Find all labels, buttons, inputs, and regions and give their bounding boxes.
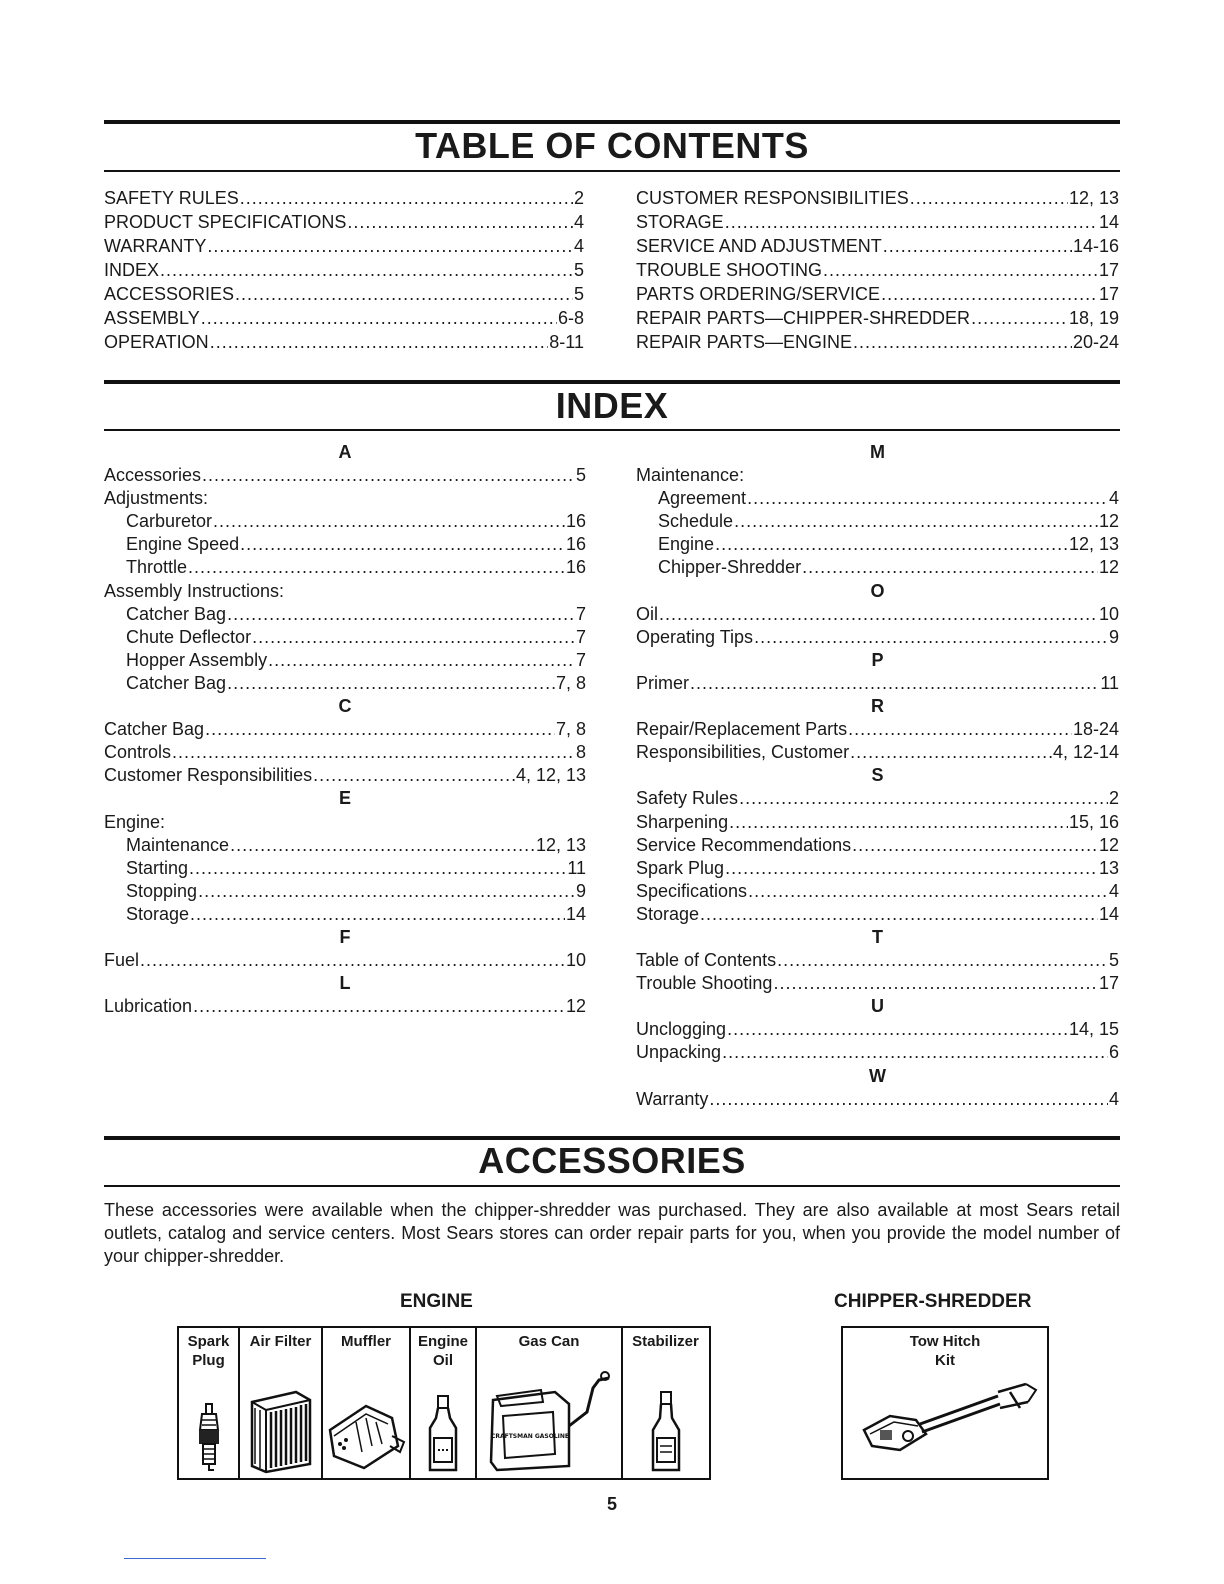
index-bottom-rule xyxy=(104,429,1120,431)
spark-plug-cell xyxy=(179,1328,240,1478)
leader-dots xyxy=(193,995,565,1018)
leader-dots xyxy=(850,741,1052,764)
page-ref: 12, 13 xyxy=(1068,188,1119,208)
letter-label: M xyxy=(870,442,885,462)
page-ref: 17 xyxy=(1098,284,1119,304)
page-ref: 16 xyxy=(565,534,586,555)
leader-dots xyxy=(777,949,1108,972)
engine-oil-cell xyxy=(411,1328,477,1478)
page-ref: 5 xyxy=(573,260,584,280)
leader-dots xyxy=(725,210,1098,234)
spark-plug-label: Spark Plug xyxy=(187,1333,230,1369)
entry-label: Service Recommendations xyxy=(636,834,852,855)
leader-dots xyxy=(729,811,1068,834)
entry-label: PRODUCT SPECIFICATIONS xyxy=(104,212,347,232)
letter-label: P xyxy=(871,649,884,670)
page-ref: 11 xyxy=(567,857,586,878)
index-entry xyxy=(636,672,1119,695)
gas-can-icon xyxy=(483,1370,615,1474)
leader-dots xyxy=(240,186,573,210)
toc-title: TABLE OF CONTENTS xyxy=(415,125,809,166)
spark-plug-icon xyxy=(196,1402,222,1474)
leader-dots xyxy=(313,764,515,787)
page-ref: 17 xyxy=(1098,260,1119,280)
stabilizer-bottle-icon xyxy=(648,1390,684,1474)
leader-dots xyxy=(823,258,1098,282)
engine-oil-label: Engine Oil xyxy=(417,1333,468,1369)
gas-can-brand-text: CRAFTSMAN GASOLINE xyxy=(490,1433,570,1440)
entry-label: OPERATION xyxy=(104,332,209,352)
page-ref: 18-24 xyxy=(1072,719,1119,740)
entry-label: Starting xyxy=(126,857,189,878)
entry-label: Chipper-Shredder xyxy=(658,557,802,578)
page-ref: 7 xyxy=(575,649,586,670)
entry-label: Engine: xyxy=(104,811,166,832)
index-letter-heading xyxy=(636,580,1119,603)
page-ref: 9 xyxy=(1108,626,1119,647)
entry-label: Unpacking xyxy=(636,1042,722,1063)
page-ref: 14 xyxy=(1098,212,1119,232)
entry-label: Engine Speed xyxy=(126,534,240,555)
leader-dots xyxy=(235,282,573,306)
index-entry xyxy=(636,510,1119,533)
index-entry xyxy=(636,718,1119,741)
entry-label: TROUBLE SHOOTING xyxy=(636,260,823,280)
entry-label: Agreement xyxy=(658,488,747,509)
index-entry xyxy=(104,857,586,880)
entry-label: Table of Contents xyxy=(636,950,777,971)
page-ref: 4 xyxy=(573,212,584,232)
page-ref: 10 xyxy=(1098,603,1119,624)
toc-entry xyxy=(104,186,584,210)
gas-can-cell xyxy=(477,1328,623,1478)
entry-label: INDEX xyxy=(104,260,160,280)
page-ref: 4, 12, 13 xyxy=(515,765,586,786)
index-entry xyxy=(104,880,586,903)
leader-dots xyxy=(172,741,575,764)
entry-label: Repair/Replacement Parts xyxy=(636,719,848,740)
index-entry xyxy=(636,1041,1119,1064)
index-entry xyxy=(636,834,1119,857)
toc-entry xyxy=(104,306,584,330)
index-title: INDEX xyxy=(555,385,669,426)
page-ref: 7 xyxy=(575,626,586,647)
page-ref: 6-8 xyxy=(557,308,584,328)
index-entry xyxy=(104,603,586,626)
air-filter-label: Air Filter xyxy=(249,1333,312,1350)
toc-entry xyxy=(636,186,1119,210)
letter-label: F xyxy=(339,926,351,947)
toc-left-column xyxy=(104,186,584,354)
leader-dots xyxy=(190,903,565,926)
index-entry xyxy=(636,880,1119,903)
page-ref: 14 xyxy=(1098,903,1119,924)
index-entry xyxy=(636,972,1119,995)
entry-label: Chute Deflector xyxy=(126,626,252,647)
index-entry xyxy=(104,510,586,533)
leader-dots xyxy=(853,330,1072,354)
entry-label: Assembly Instructions: xyxy=(104,580,285,601)
entry-label: Spark Plug xyxy=(636,857,725,878)
letter-label: S xyxy=(871,765,884,786)
page-ref: 4 xyxy=(1108,880,1119,901)
index-entry xyxy=(104,556,586,579)
leader-dots xyxy=(268,649,575,672)
leader-dots xyxy=(213,510,565,533)
entry-label: Operating Tips xyxy=(636,626,754,647)
entry-label: CUSTOMER RESPONSIBILITIES xyxy=(636,188,909,208)
leader-dots xyxy=(659,603,1098,626)
index-letter-heading xyxy=(104,441,586,464)
index-letter-heading xyxy=(636,649,1119,672)
leader-dots xyxy=(848,718,1072,741)
letter-label: O xyxy=(870,580,885,601)
muffler-label: Muffler xyxy=(341,1333,391,1350)
entry-label: ACCESSORIES xyxy=(104,284,235,304)
entry-label: Sharpening xyxy=(636,811,729,832)
page-ref: 14-16 xyxy=(1072,236,1119,256)
toc-right-column xyxy=(636,186,1119,354)
entry-label: Carburetor xyxy=(126,511,213,532)
index-letter-heading xyxy=(104,787,586,810)
page-ref: 8-11 xyxy=(549,332,584,352)
entry-label: SERVICE AND ADJUSTMENT xyxy=(636,236,882,256)
leader-dots xyxy=(230,834,535,857)
toc-entry xyxy=(636,258,1119,282)
leader-dots xyxy=(971,306,1068,330)
entry-label: Specifications xyxy=(636,880,748,901)
index-entry xyxy=(636,556,1119,579)
index-entry xyxy=(104,487,586,510)
entry-label: Warranty xyxy=(636,1088,709,1109)
page-ref: 16 xyxy=(565,557,586,578)
index-entry xyxy=(636,1018,1119,1041)
index-letter-heading xyxy=(636,441,1119,464)
index-entry xyxy=(636,903,1119,926)
page-ref: 5 xyxy=(575,465,586,486)
entry-label: Primer xyxy=(636,672,689,693)
leader-dots xyxy=(754,626,1108,649)
index-entry xyxy=(104,995,586,1018)
index-entry xyxy=(636,626,1119,649)
toc-top-rule xyxy=(104,120,1120,124)
index-letter-heading xyxy=(104,695,586,718)
toc-entry xyxy=(104,282,584,306)
oil-bottle-icon xyxy=(426,1394,460,1474)
letter-label: W xyxy=(869,1065,886,1086)
entry-label: Customer Responsibilities xyxy=(104,765,313,786)
index-entry xyxy=(636,487,1119,510)
page-ref: 9 xyxy=(575,880,586,901)
letter-label: A xyxy=(338,442,352,462)
index-entry xyxy=(636,741,1119,764)
chipper-shredder-accessories-box xyxy=(841,1326,1049,1480)
index-entry xyxy=(104,649,586,672)
index-top-rule xyxy=(104,380,1120,384)
index-entry xyxy=(104,464,586,487)
entry-label: SAFETY RULES xyxy=(104,188,239,208)
leader-dots xyxy=(198,880,575,903)
page-ref: 6 xyxy=(1108,1042,1119,1063)
leader-dots xyxy=(715,533,1068,556)
toc-entry xyxy=(104,234,584,258)
page-ref: 12 xyxy=(565,996,586,1017)
toc-bottom-rule xyxy=(104,170,1120,172)
gas-can-label: Gas Can xyxy=(518,1333,580,1350)
leader-dots xyxy=(140,949,565,972)
index-entry xyxy=(104,834,586,857)
leader-dots xyxy=(207,234,573,258)
page-ref: 15, 16 xyxy=(1068,811,1119,832)
entry-label: Oil xyxy=(636,603,658,624)
leader-dots xyxy=(747,487,1108,510)
leader-dots xyxy=(188,556,565,579)
entry-label: Lubrication xyxy=(104,996,193,1017)
index-letter-heading xyxy=(636,764,1119,787)
index-entry xyxy=(104,741,586,764)
leader-dots xyxy=(734,510,1098,533)
toc-entry xyxy=(636,282,1119,306)
letter-label: C xyxy=(338,696,352,717)
page-ref: 17 xyxy=(1098,973,1119,994)
entry-label: STORAGE xyxy=(636,212,724,232)
toc-entry xyxy=(636,210,1119,234)
page-number: 5 xyxy=(606,1494,617,1514)
index-entry xyxy=(104,672,586,695)
toc-entry xyxy=(104,258,584,282)
accessories-intro: These accessories were available when the chipper-shredder was purchased. They are also available at most Sears retail outlets, catalog and service centers. Most Sears stores can order repair parts for you, when you provide the model number of your chipper-shredder. xyxy=(104,1200,1120,1266)
muffler-cell xyxy=(323,1328,411,1478)
index-entry xyxy=(636,1088,1119,1111)
page-ref: 12 xyxy=(1098,511,1119,532)
index-entry xyxy=(636,811,1119,834)
index-letter-heading xyxy=(636,995,1119,1018)
air-filter-icon xyxy=(246,1388,316,1474)
leader-dots xyxy=(160,258,573,282)
entry-label: Unclogging xyxy=(636,1019,727,1040)
entry-label: Schedule xyxy=(658,511,734,532)
tow-hitch-label: Tow Hitch Kit xyxy=(909,1333,981,1369)
leader-dots xyxy=(210,330,549,354)
entry-label: Controls xyxy=(104,742,172,763)
toc-entry xyxy=(104,210,584,234)
leader-dots xyxy=(202,464,575,487)
index-entry xyxy=(104,580,586,603)
entry-label: WARRANTY xyxy=(104,236,207,256)
index-letter-heading xyxy=(104,926,586,949)
letter-label: E xyxy=(338,788,351,809)
page-ref: 14, 15 xyxy=(1068,1019,1119,1040)
index-letter-heading xyxy=(104,972,586,995)
leader-dots xyxy=(727,1018,1068,1041)
tow-hitch-icon xyxy=(850,1378,1040,1458)
leader-dots xyxy=(690,672,1099,695)
index-entry xyxy=(636,603,1119,626)
page-ref: 10 xyxy=(565,950,586,971)
entry-label: PARTS ORDERING/SERVICE xyxy=(636,284,881,304)
stabilizer-label: Stabilizer xyxy=(632,1333,699,1350)
leader-dots xyxy=(748,880,1108,903)
entry-label: Trouble Shooting xyxy=(636,973,773,994)
page-ref: 4 xyxy=(1108,1088,1119,1109)
page-ref: 13 xyxy=(1098,857,1119,878)
index-entry xyxy=(104,533,586,556)
index-entry xyxy=(104,811,586,834)
leader-dots xyxy=(205,718,555,741)
entry-label: ASSEMBLY xyxy=(104,308,200,328)
page-ref: 2 xyxy=(1108,788,1119,809)
entry-label: Throttle xyxy=(126,557,188,578)
muffler-icon xyxy=(326,1396,406,1474)
page-ref: 4, 12-14 xyxy=(1052,742,1119,763)
leader-dots xyxy=(802,556,1098,579)
page-ref: 12, 13 xyxy=(535,834,586,855)
index-right-column xyxy=(636,441,1119,1111)
engine-accessories-box xyxy=(177,1326,711,1480)
entry-label: Hopper Assembly xyxy=(126,649,268,670)
page-ref: 12 xyxy=(1098,557,1119,578)
index-entry xyxy=(636,464,1119,487)
letter-label: T xyxy=(872,926,883,947)
entry-label: Safety Rules xyxy=(636,788,739,809)
leader-dots xyxy=(189,857,566,880)
chipper-shredder-group-title: CHIPPER-SHREDDER xyxy=(834,1291,1032,1312)
index-entry xyxy=(636,949,1119,972)
page-ref: 11 xyxy=(1100,672,1119,693)
entry-label: Maintenance xyxy=(126,834,230,855)
entry-label: Storage xyxy=(126,903,190,924)
page-ref: 7 xyxy=(575,603,586,624)
engine-group-title: ENGINE xyxy=(400,1291,473,1312)
entry-label: Engine xyxy=(658,534,715,555)
index-entry xyxy=(104,718,586,741)
entry-label: Storage xyxy=(636,903,700,924)
leader-dots xyxy=(725,857,1098,880)
page-ref: 2 xyxy=(573,188,584,208)
leader-dots xyxy=(347,210,573,234)
page-ref: 8 xyxy=(575,742,586,763)
page-ref: 14 xyxy=(565,903,586,924)
page-ref: 7, 8 xyxy=(555,672,586,693)
index-entry xyxy=(636,857,1119,880)
leader-dots xyxy=(852,834,1098,857)
entry-label: Responsibilities, Customer xyxy=(636,742,850,763)
page-ref: 12, 13 xyxy=(1068,534,1119,555)
page-ref: 16 xyxy=(565,511,586,532)
index-letter-heading xyxy=(636,1065,1119,1088)
leader-dots xyxy=(252,626,575,649)
index-entry xyxy=(104,626,586,649)
entry-label: Accessories xyxy=(104,465,202,486)
entry-label: Catcher Bag xyxy=(126,672,227,693)
leader-dots xyxy=(227,603,575,626)
leader-dots xyxy=(883,234,1072,258)
index-entry xyxy=(104,949,586,972)
index-entry xyxy=(636,787,1119,810)
leader-dots xyxy=(722,1041,1108,1064)
entry-label: Catcher Bag xyxy=(104,719,205,740)
page-ref: 5 xyxy=(1108,950,1119,971)
leader-dots xyxy=(739,787,1108,810)
accessories-title: ACCESSORIES xyxy=(478,1140,746,1181)
accessories-bottom-rule xyxy=(104,1185,1120,1187)
entry-label: Stopping xyxy=(126,880,198,901)
page-ref: 5 xyxy=(573,284,584,304)
footer-rule xyxy=(124,1558,266,1559)
leader-dots xyxy=(709,1088,1108,1111)
toc-entry xyxy=(636,330,1119,354)
index-entry xyxy=(104,764,586,787)
index-letter-heading xyxy=(636,926,1119,949)
entry-label: Fuel xyxy=(104,950,140,971)
toc-entry xyxy=(636,306,1119,330)
toc-entry xyxy=(104,330,584,354)
page-ref: 20-24 xyxy=(1072,332,1119,352)
letter-label: L xyxy=(339,973,351,994)
page-ref: 7, 8 xyxy=(555,719,586,740)
index-entry xyxy=(636,533,1119,556)
page-ref: 12 xyxy=(1098,834,1119,855)
page-ref: 4 xyxy=(573,236,584,256)
letter-label: U xyxy=(871,996,884,1017)
index-left-column xyxy=(104,441,586,1018)
leader-dots xyxy=(240,533,565,556)
index-letter-heading xyxy=(636,695,1119,718)
leader-dots xyxy=(910,186,1068,210)
air-filter-cell xyxy=(240,1328,323,1478)
stabilizer-cell xyxy=(623,1328,708,1478)
entry-label: REPAIR PARTS—CHIPPER-SHREDDER xyxy=(636,308,971,328)
toc-entry xyxy=(636,234,1119,258)
leader-dots xyxy=(773,972,1098,995)
leader-dots xyxy=(201,306,557,330)
leader-dots xyxy=(227,672,555,695)
entry-label: Adjustments: xyxy=(104,488,209,509)
page-ref: 4 xyxy=(1108,488,1119,509)
tow-hitch-cell xyxy=(843,1328,1047,1478)
page-ref: 18, 19 xyxy=(1068,308,1119,328)
leader-dots xyxy=(700,903,1098,926)
entry-label: REPAIR PARTS—ENGINE xyxy=(636,332,853,352)
entry-label: Maintenance: xyxy=(636,465,745,486)
entry-label: Catcher Bag xyxy=(126,603,227,624)
index-entry xyxy=(104,903,586,926)
letter-label: R xyxy=(871,696,884,717)
leader-dots xyxy=(881,282,1098,306)
